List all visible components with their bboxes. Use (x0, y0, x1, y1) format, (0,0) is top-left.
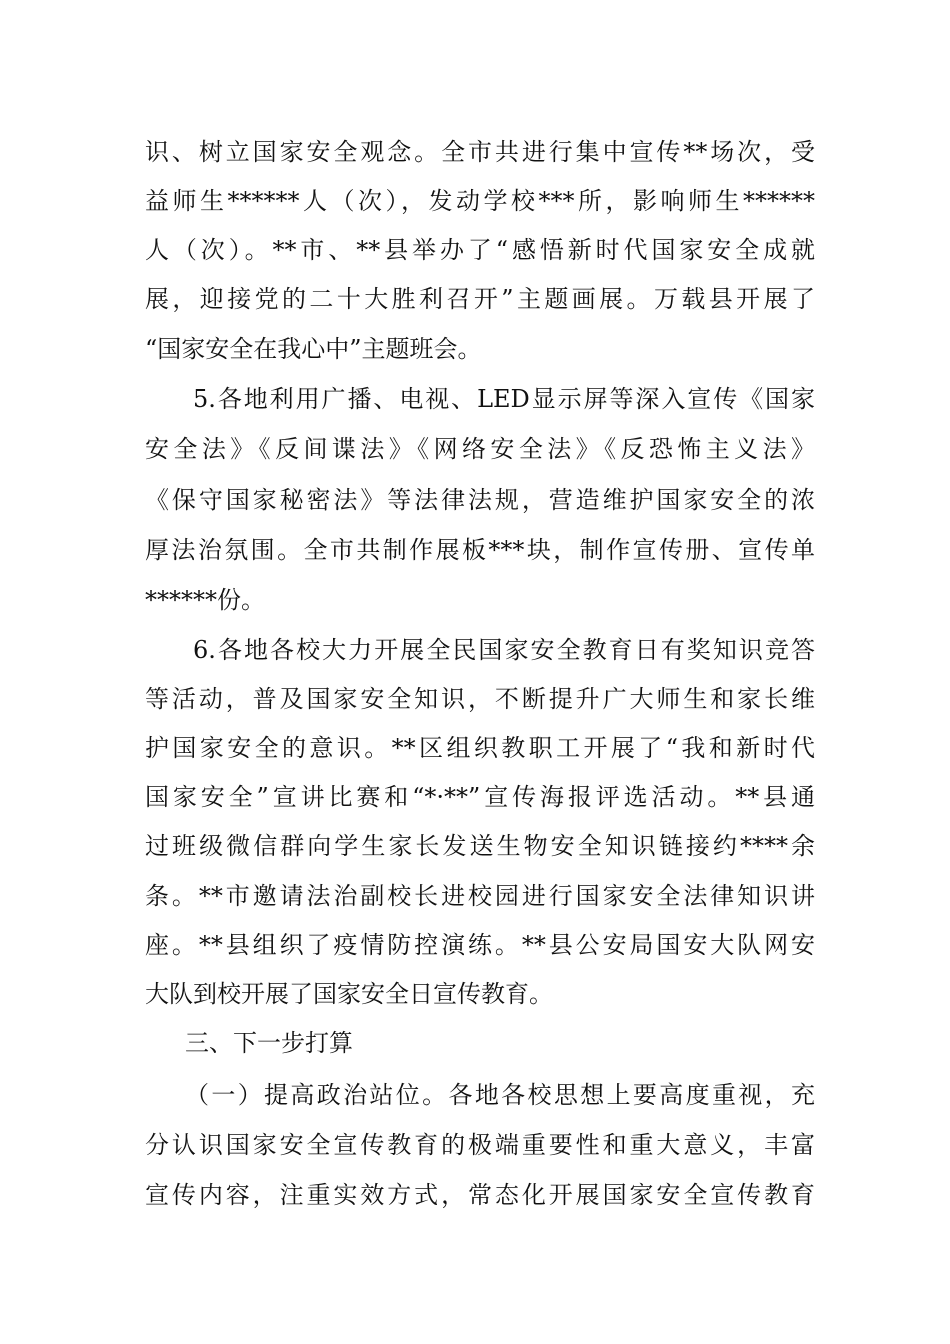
text-line: 分认识国家安全宣传教育的极端重要性和重大意义，丰富 (145, 1131, 815, 1159)
text-line: 5.各地利用广播、电视、LED显示屏等深入宣传《国家 (193, 385, 815, 413)
text-line: 6.各地各校大力开展全民国家安全教育日有奖知识竞答 (193, 636, 815, 664)
text-line: “国家安全在我心中”主题班会。 (145, 335, 482, 363)
text-line: 国家安全”宣讲比赛和“*·**”宣传海报评选活动。**县通 (145, 783, 815, 811)
text-line: 安全法》《反间谍法》《网络安全法》《反恐怖主义法》 (145, 435, 815, 463)
text-line: 大队到校开展了国家安全日宣传教育。 (145, 980, 553, 1008)
text-line: 益师生******人（次），发动学校***所，影响师生****** (145, 187, 815, 215)
section-heading: 三、下一步打算 (185, 1029, 353, 1057)
text-line: 人（次）。**市、**县举办了“感悟新时代国家安全成就 (145, 236, 815, 264)
text-line: 条。**市邀请法治副校长进校园进行国家安全法律知识讲 (145, 882, 815, 910)
text-line: 过班级微信群向学生家长发送生物安全知识链接约****余 (145, 832, 815, 860)
text-line: 《保守国家秘密法》等法律法规，营造维护国家安全的浓 (145, 486, 815, 514)
text-line: 座。**县组织了疫情防控演练。**县公安局国安大队网安 (145, 931, 815, 959)
text-line: （一）提高政治站位。各地各校思想上要高度重视，充 (185, 1081, 815, 1109)
text-line: 厚法治氛围。全市共制作展板***块，制作宣传册、宣传单 (145, 536, 815, 564)
text-line: 等活动，普及国家安全知识，不断提升广大师生和家长维 (145, 685, 815, 713)
text-line: 识、树立国家安全观念。全市共进行集中宣传**场次，受 (145, 138, 815, 166)
text-line: 宣传内容，注重实效方式，常态化开展国家安全宣传教育 (145, 1181, 815, 1209)
text-line: ******份。 (145, 586, 265, 614)
text-line: 展，迎接党的二十大胜利召开”主题画展。万载县开展了 (145, 285, 815, 313)
text-line: 护国家安全的意识。**区组织教职工开展了“我和新时代 (145, 734, 815, 762)
